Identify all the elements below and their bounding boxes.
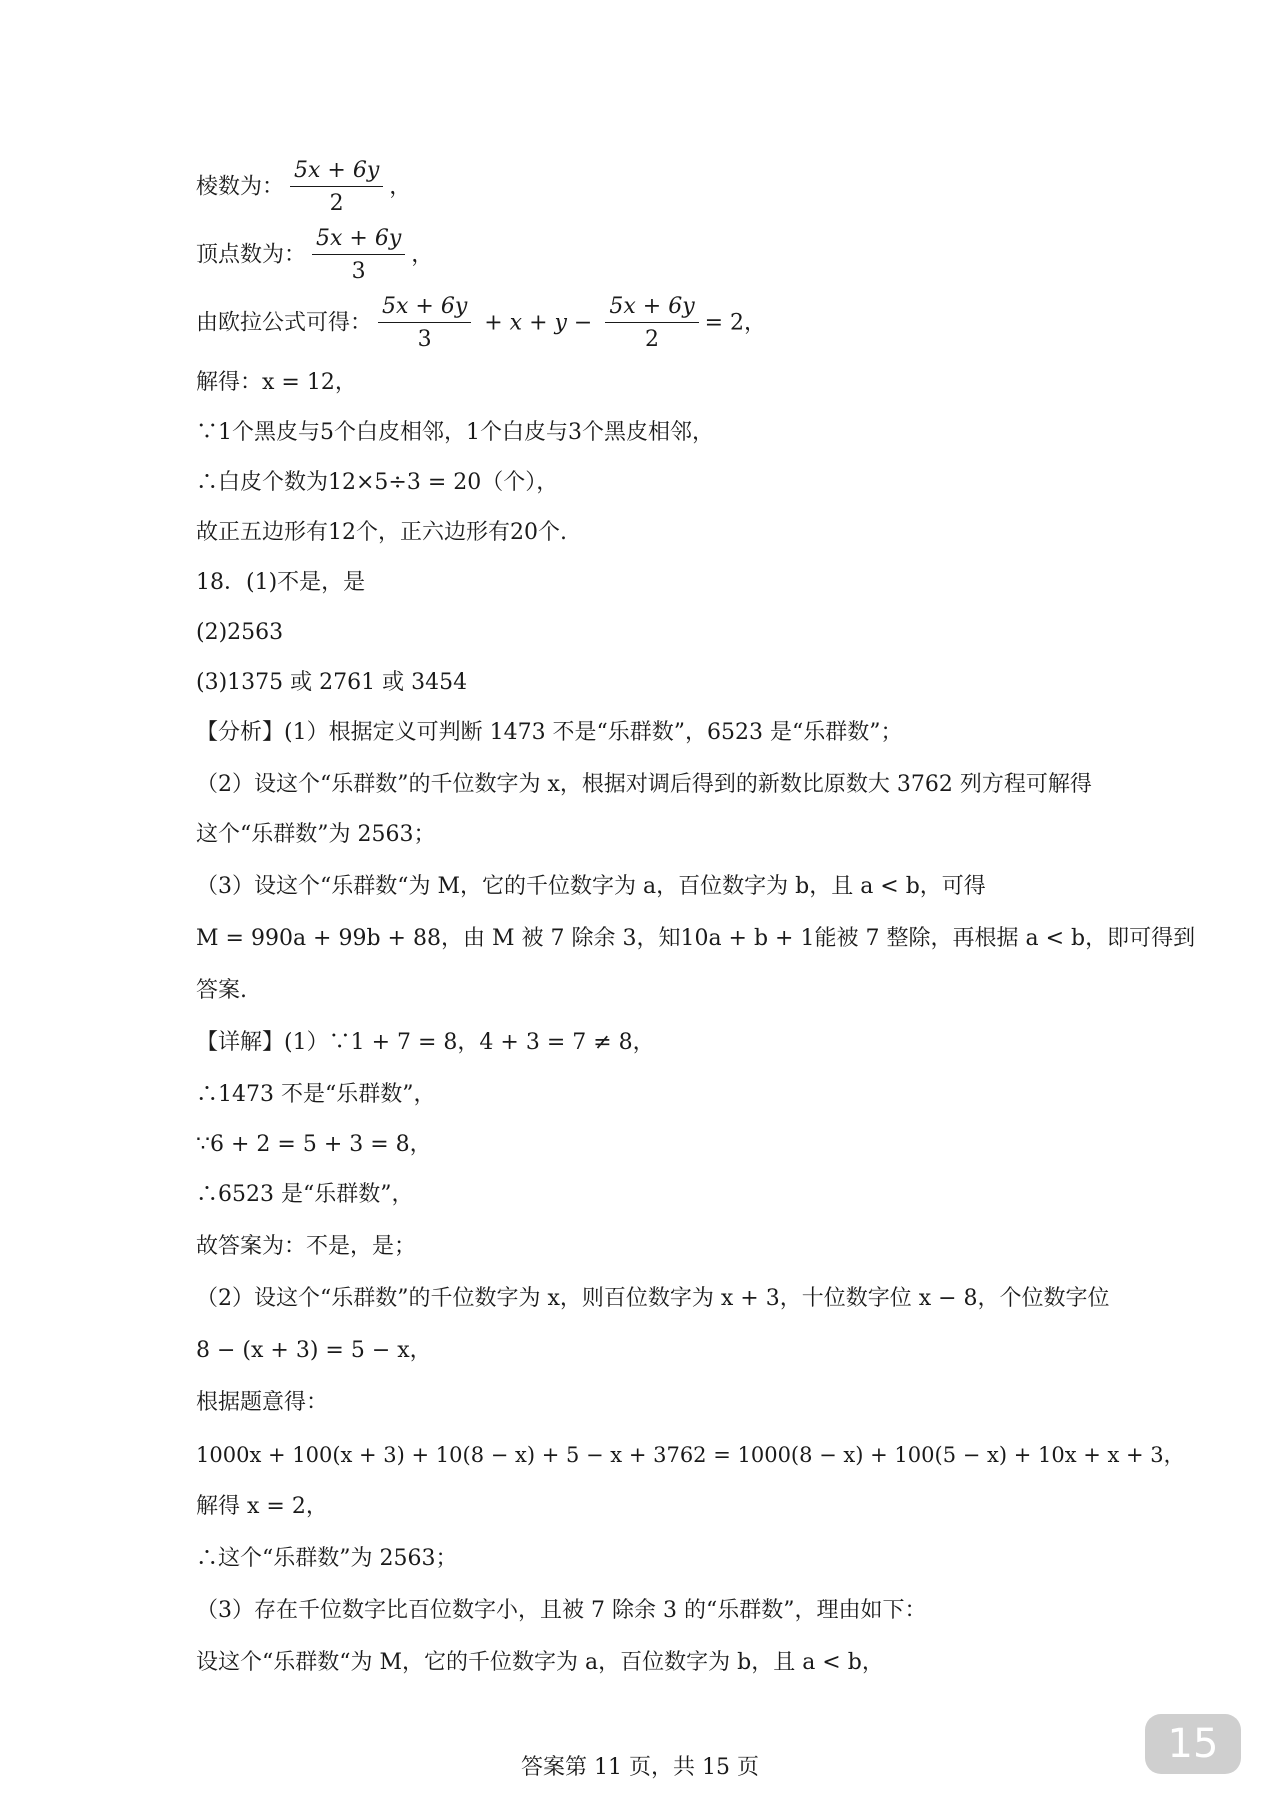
page-number-badge: 15 bbox=[1145, 1714, 1241, 1774]
edge-count-fraction bbox=[290, 160, 383, 215]
line-tail: ， bbox=[411, 242, 434, 268]
euler-fraction-2 bbox=[605, 296, 698, 351]
text-line: 故正五边形有12个，正六边形有20个. bbox=[196, 520, 567, 545]
line-tail: ， bbox=[389, 174, 412, 200]
text-line: （3）设这个“乐群数“为 M，它的千位数字为 a，百位数字为 b，且 a < b，可得 bbox=[196, 874, 986, 899]
edge-count-label: 棱数为： bbox=[196, 174, 285, 200]
question-18-answer: 18．(1)不是，是 bbox=[196, 570, 366, 595]
analysis-heading-line: 【分析】(1）根据定义可判断 1473 不是“乐群数”，6523 是“乐群数”； bbox=[196, 720, 903, 745]
text-line: ∴白皮个数为12×5÷3 = 20（个）， bbox=[196, 470, 559, 495]
euler-fraction-1 bbox=[378, 296, 471, 351]
text-line: 解得 x = 2， bbox=[196, 1494, 328, 1519]
text-line: (2)2563 bbox=[196, 620, 284, 645]
text-line: ∵6 + 2 = 5 + 3 = 8， bbox=[196, 1132, 432, 1157]
euler-formula-line bbox=[196, 296, 766, 351]
fraction-denominator: 3 bbox=[351, 259, 366, 284]
text-line: （2）设这个“乐群数”的千位数字为 x，则百位数字为 x + 3，十位数字位 x − 8，个位数字位 bbox=[196, 1286, 1110, 1311]
text-line: ∴1473 不是“乐群数”， bbox=[196, 1082, 436, 1107]
line-tail: = 2， bbox=[704, 310, 767, 336]
vertex-count-fraction bbox=[312, 228, 405, 283]
fraction-numerator: 5x + 6y bbox=[312, 228, 405, 255]
text-line: ∴这个“乐群数”为 2563； bbox=[196, 1546, 458, 1571]
text-line: （3）存在千位数字比百位数字小，且被 7 除余 3 的“乐群数”，理由如下： bbox=[196, 1598, 927, 1623]
fraction-denominator: 2 bbox=[645, 327, 659, 352]
text-line: 8 − (x + 3) = 5 − x， bbox=[196, 1338, 432, 1363]
text-line: 故答案为：不是，是； bbox=[196, 1234, 417, 1259]
text-line: ∵1个黑皮与5个白皮相邻，1个白皮与3个黑皮相邻， bbox=[196, 420, 714, 445]
text-line: 解得：x = 12， bbox=[196, 370, 357, 395]
detail-heading-line: 【详解】(1）∵1 + 7 = 8，4 + 3 = 7 ≠ 8， bbox=[196, 1030, 655, 1055]
text-line: ∴6523 是“乐群数”， bbox=[196, 1182, 414, 1207]
fraction-numerator: 5x + 6y bbox=[290, 160, 383, 187]
fraction-denominator: 3 bbox=[417, 327, 432, 352]
text-line: (3)1375 或 2761 或 3454 bbox=[196, 670, 468, 695]
text-line: 答案. bbox=[196, 978, 247, 1003]
euler-formula-label: 由欧拉公式可得： bbox=[196, 310, 373, 336]
page-footer: 答案第 11 页，共 15 页 bbox=[521, 1755, 759, 1780]
fraction-numerator: 5x + 6y bbox=[605, 296, 698, 323]
edge-count-line bbox=[196, 160, 411, 215]
text-line: 设这个“乐群数“为 M，它的千位数字为 a，百位数字为 b，且 a < b， bbox=[196, 1650, 884, 1675]
text-line: 这个“乐群数”为 2563； bbox=[196, 822, 436, 847]
fraction-denominator: 2 bbox=[329, 191, 344, 216]
equation-line: 1000x + 100(x + 3) + 10(8 − x) + 5 − x + 3762 = 1000(8 − x) + 100(5 − x) + 10x + x + 3， bbox=[196, 1443, 1185, 1467]
text-line: M = 990a + 99b + 88，由 M 被 7 除余 3，知10a + b + 1能被 7 整除，再根据 a < b，即可得到 bbox=[196, 926, 1196, 951]
fraction-numerator: 5x + 6y bbox=[378, 296, 471, 323]
vertex-count-label: 顶点数为： bbox=[196, 242, 307, 268]
text-line: （2）设这个“乐群数”的千位数字为 x，根据对调后得到的新数比原数大 3762 列方程可解得 bbox=[196, 772, 1092, 797]
vertex-count-line bbox=[196, 228, 433, 283]
euler-middle-term: + x + y − bbox=[477, 310, 600, 336]
text-line: 根据题意得： bbox=[196, 1390, 329, 1415]
